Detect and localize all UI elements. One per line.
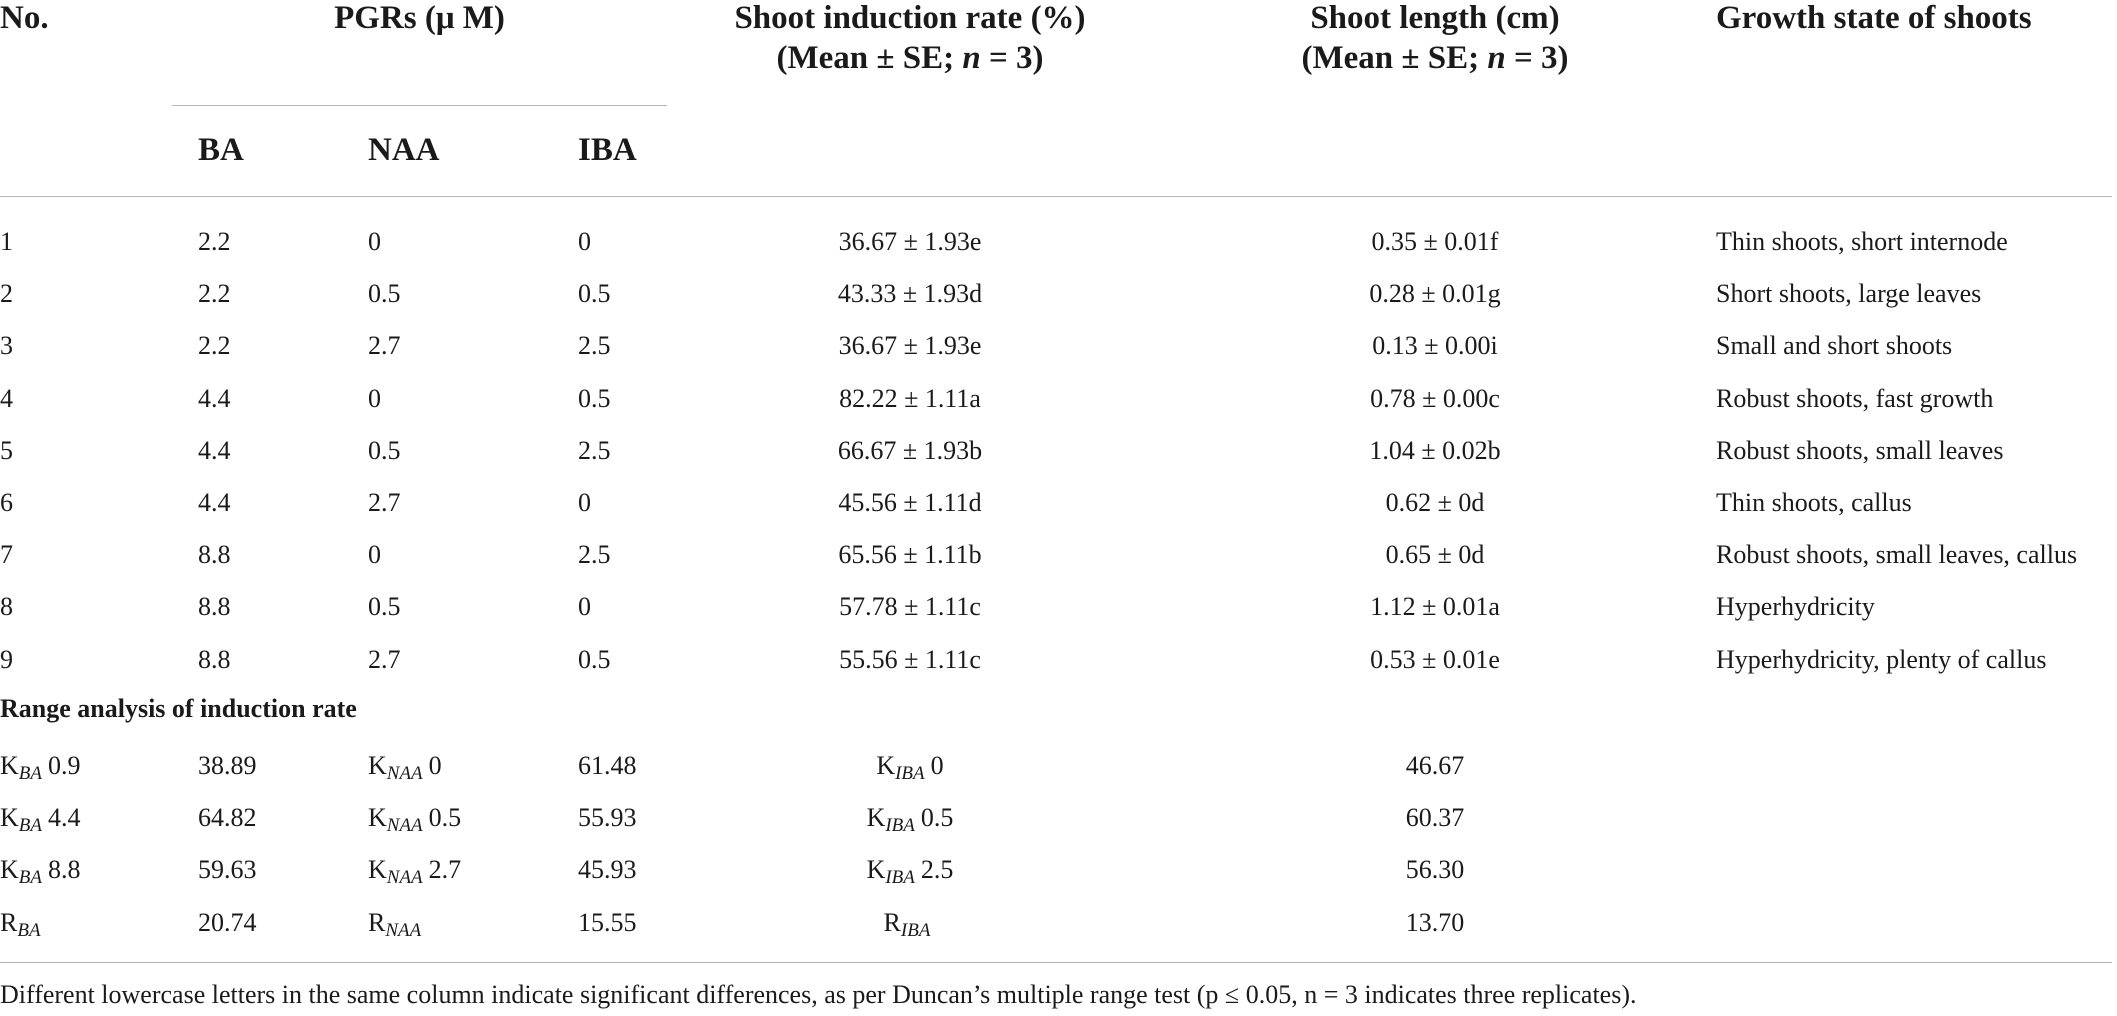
cell-iba: 2.5: [578, 435, 611, 465]
cell-ba: 2.2: [198, 331, 231, 361]
range-label-iba: $K_{IBA}$ 0: [876, 751, 944, 784]
cell-growth-state: Robust shoots, fast growth: [1716, 383, 1994, 413]
cell-shoot-length: 0.35 ± 0.01f: [1371, 227, 1499, 256]
cell-shoot-length: 0.28 ± 0.01g: [1369, 279, 1501, 309]
cell-ba: 2.2: [198, 227, 231, 256]
header-induction-line2: (Mean ± SE; n = 3): [776, 40, 1044, 76]
cell-growth-state: Small and short shoots: [1716, 331, 1953, 361]
cell-iba: 0: [578, 488, 591, 517]
cell-iba: 0.5: [578, 279, 611, 309]
cell-naa: 0: [368, 227, 381, 256]
cell-shoot-length: 0.62 ± 0d: [1385, 488, 1485, 517]
cell-no: 1: [0, 227, 13, 256]
cell-naa: 0.5: [368, 592, 401, 622]
cell-induction-rate: 43.33 ± 1.93d: [837, 279, 983, 309]
header-length-line2: (Mean ± SE; n = 3): [1301, 40, 1569, 76]
cell-ba: 4.4: [198, 488, 231, 517]
cell-iba: 0.5: [578, 383, 611, 413]
range-value-naa: 61.48: [578, 751, 637, 780]
cell-iba: 0: [578, 227, 591, 256]
header-growth-state: Growth state of shoots: [1716, 0, 2032, 36]
cell-ba: 8.8: [198, 592, 231, 622]
range-label-ba: $K_{BA}$ 4.4: [0, 803, 81, 837]
cell-no: 6: [0, 488, 13, 517]
cell-induction-rate: 45.56 ± 1.11d: [838, 488, 982, 517]
cell-iba: 2.5: [578, 540, 611, 570]
header-length-line1: Shoot length (cm): [1310, 0, 1560, 36]
range-value-ba: 38.89: [198, 751, 257, 780]
range-label-ba: $R_{BA}$: [0, 907, 41, 941]
cell-shoot-length: 0.78 ± 0.00c: [1370, 383, 1500, 413]
header-naa: NAA: [368, 132, 440, 168]
cell-naa: 0.5: [368, 435, 401, 465]
cell-induction-rate: 65.56 ± 1.11b: [838, 540, 982, 570]
cell-induction-rate: 57.78 ± 1.11c: [839, 592, 981, 622]
header-shoot-length: [1230, 0, 1640, 78]
cell-induction-rate: 66.67 ± 1.93b: [837, 435, 983, 465]
cell-ba: 4.4: [198, 435, 231, 465]
cell-growth-state: Robust shoots, small leaves: [1716, 435, 2004, 465]
range-label-naa: $K_{NAA}$ 2.7: [368, 855, 462, 889]
range-value-ba: 64.82: [198, 803, 257, 833]
cell-growth-state: Thin shoots, short internode: [1716, 227, 2008, 256]
cell-growth-state: Hyperhydricity, plenty of callus: [1716, 644, 2047, 674]
range-label-ba: $K_{BA}$ 0.9: [0, 751, 81, 784]
cell-shoot-length: 0.13 ± 0.00i: [1372, 331, 1498, 361]
pgrs-underline: [172, 105, 667, 106]
cell-no: 8: [0, 592, 13, 622]
range-value-naa: 55.93: [578, 803, 637, 833]
cell-iba: 0: [578, 592, 591, 622]
header-induction-rate: [700, 0, 1120, 78]
cell-iba: 2.5: [578, 331, 611, 361]
cell-induction-rate: 55.56 ± 1.11c: [839, 644, 981, 674]
cell-no: 7: [0, 540, 13, 570]
footnote: Different lowercase letters in the same column indicate significant differences, as per Duncan’s multiple range test (p ≤ 0.05, n = 3 indicates three replicates).: [0, 980, 1637, 1009]
range-label-naa: $R_{NAA}$: [368, 907, 422, 941]
cell-growth-state: Thin shoots, callus: [1716, 488, 1912, 517]
cell-no: 5: [0, 435, 13, 465]
range-value-iba: 46.67: [1405, 751, 1465, 780]
bottom-rule: [0, 962, 2112, 963]
cell-no: 2: [0, 279, 13, 309]
cell-growth-state: Robust shoots, small leaves, callus: [1716, 540, 2078, 570]
cell-naa: 0: [368, 383, 381, 413]
cell-naa: 0.5: [368, 279, 401, 309]
range-value-ba: 59.63: [198, 855, 257, 885]
cell-naa: 2.7: [368, 488, 401, 517]
header-ba: BA: [198, 132, 244, 168]
cell-naa: 0: [368, 540, 381, 570]
range-title: Range analysis of induction rate: [0, 694, 357, 723]
cell-ba: 2.2: [198, 279, 231, 309]
range-value-ba: 20.74: [198, 907, 257, 937]
range-label-iba: $K_{IBA}$ 0.5: [866, 803, 954, 837]
cell-no: 9: [0, 644, 13, 674]
cell-iba: 0.5: [578, 644, 611, 674]
cell-no: 4: [0, 383, 13, 413]
range-label-ba: $K_{BA}$ 8.8: [0, 855, 81, 889]
range-label-iba: $K_{IBA}$ 2.5: [866, 855, 954, 889]
cell-growth-state: Hyperhydricity: [1716, 592, 1875, 622]
cell-shoot-length: 1.12 ± 0.01a: [1370, 592, 1500, 622]
cell-ba: 4.4: [198, 383, 231, 413]
cell-shoot-length: 1.04 ± 0.02b: [1369, 435, 1501, 465]
cell-ba: 8.8: [198, 644, 231, 674]
cell-shoot-length: 0.65 ± 0d: [1385, 540, 1485, 570]
range-label-naa: $K_{NAA}$ 0.5: [368, 803, 462, 837]
range-value-iba: 56.30: [1405, 855, 1465, 885]
range-value-naa: 45.93: [578, 855, 637, 885]
header-iba: IBA: [578, 132, 637, 168]
range-value-iba: 13.70: [1405, 907, 1465, 937]
cell-naa: 2.7: [368, 331, 401, 361]
cell-no: 3: [0, 331, 13, 361]
cell-naa: 2.7: [368, 644, 401, 674]
range-value-iba: 60.37: [1405, 803, 1465, 833]
cell-induction-rate: 82.22 ± 1.11a: [839, 383, 981, 413]
range-value-naa: 15.55: [578, 907, 637, 937]
cell-ba: 8.8: [198, 540, 231, 570]
header-pgrs: PGRs (μ M): [334, 0, 505, 36]
header-rule: [0, 196, 2112, 197]
range-label-naa: $K_{NAA}$ 0: [368, 751, 442, 784]
header-induction-line1: Shoot induction rate (%): [734, 0, 1086, 36]
cell-induction-rate: 36.67 ± 1.93e: [838, 227, 982, 256]
cell-shoot-length: 0.53 ± 0.01e: [1370, 644, 1500, 674]
range-label-iba: $R_{IBA}$: [883, 907, 931, 941]
header-no: No.: [0, 0, 49, 36]
cell-growth-state: Short shoots, large leaves: [1716, 279, 1982, 309]
cell-induction-rate: 36.67 ± 1.93e: [838, 331, 982, 361]
